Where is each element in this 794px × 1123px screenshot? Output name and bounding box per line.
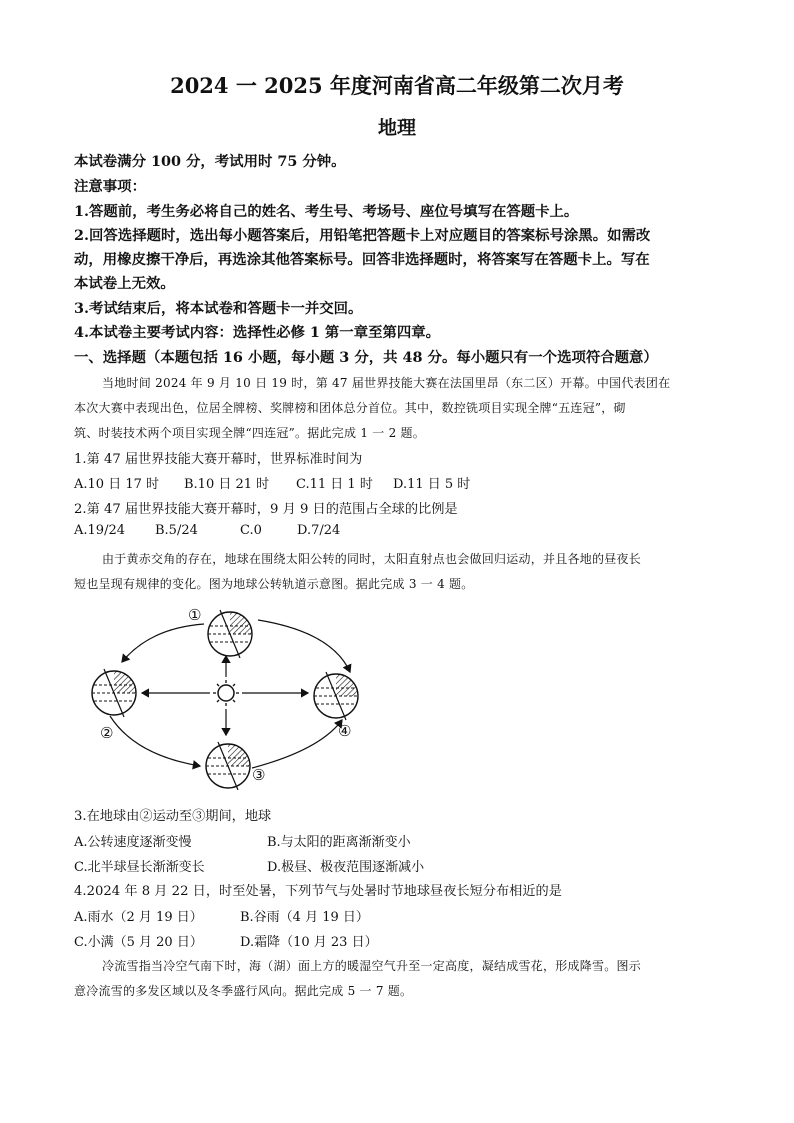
question-1-option-b: B.10 日 21 时 [184,477,270,492]
score-line: 本试卷满分 100 分，考试用时 75 分钟。 [74,153,346,170]
question-1-option-a: A.10 日 17 时 [74,477,160,492]
passage-2-line-1: 由于黄赤交角的存在，地球在围绕太阳公转的同时，太阳直射点也会做回归运动，并且各地的昼夜长 [102,552,642,566]
question-4-option-c: C.小满（5 月 20 日） [74,935,203,950]
passage-3-line-1: 冷流雪指当冷空气南下时，海（湖）面上方的暖湿空气升至一定高度，凝结成雪花，形成降雪。图示 [102,959,642,973]
question-2-option-d: D.7/24 [297,523,341,538]
question-4-stem: 4.2024 年 8 月 22 日，时至处暑，下列节气与处暑时节地球昼夜长短分布相近的是 [74,884,562,899]
question-2-option-c: C.0 [240,523,262,538]
label-position-3: ③ [252,766,266,784]
earth-position-2 [92,669,136,717]
question-4-option-d: D.霜降（10 月 23 日） [240,935,378,950]
question-2-option-a: A.19/24 [74,523,125,538]
question-2-option-b: B.5/24 [155,523,198,538]
question-3-stem: 3.在地球由②运动至③期间，地球 [74,809,272,824]
question-4-option-b: B.谷雨（4 月 19 日） [240,910,369,925]
label-position-4: ④ [338,722,352,740]
notice-item-3: 3.考试结束后，将本试卷和答题卡一并交回。 [74,300,363,317]
notice-item-1: 1.答题前，考生务必将自己的姓名、考生号、考场号、座位号填写在答题卡上。 [74,203,579,220]
question-3-option-d: D.极昼、极夜范围逐渐减小 [267,860,425,875]
passage-1-line-1: 当地时间 2024 年 9 月 10 日 19 时，第 47 届世界技能大赛在法国里昂（东二区）开幕。中国代表团在 [102,376,671,390]
notice-item-2-line-2: 动，用橡皮擦干净后，再选涂其他答案标号。回答非选择题时，将答案写在答题卡上。写在 [74,251,650,268]
subject-title: 地理 [377,117,416,139]
question-3-option-a: A.公转速度逐渐变慢 [74,835,192,850]
earth-position-4 [314,672,358,720]
notice-item-4: 4.本试卷主要考试内容：选择性必修 1 第一章至第四章。 [74,324,441,341]
label-position-1: ① [188,606,202,624]
notice-heading: 注意事项： [74,178,146,195]
passage-1-line-2: 本次大赛中表现出色，位居全牌榜、奖牌榜和团体总分首位。其中，数控铣项目实现全牌“五连冠”，砌 [74,401,626,415]
passage-3-line-2: 意冷流雪的多发区域以及冬季盛行风向。据此完成 5 一 7 题。 [74,984,413,998]
earth-position-1 [208,610,252,658]
earth-orbit-diagram [80,600,380,790]
question-2-stem: 2.第 47 届世界技能大赛开幕时，9 月 9 日的范围占全球的比例是 [74,502,458,517]
question-1-option-c: C.11 日 1 时 [296,477,373,492]
question-3-option-b: B.与太阳的距离渐渐变小 [267,835,411,850]
question-1-option-d: D.11 日 5 时 [393,477,471,492]
label-position-2: ② [100,724,114,742]
section-heading: 一、选择题（本题包括 16 小题，每小题 3 分，共 48 分。每小题只有一个选项符合题意） [74,349,658,366]
earth-position-3 [206,742,250,790]
exam-title: 2024 一 2025 年度河南省高二年级第二次月考 [170,73,624,98]
passage-2-line-2: 短也呈现有规律的变化。图为地球公转轨道示意图。据此完成 3 一 4 题。 [74,577,474,591]
passage-1-line-3: 筑、时装技术两个项目实现全牌“四连冠”。据此完成 1 一 2 题。 [74,426,426,440]
question-4-option-a: A.雨水（2 月 19 日） [74,910,203,925]
notice-item-2-line-3: 本试卷上无效。 [74,275,175,292]
question-3-option-c: C.北半球昼长渐渐变长 [74,860,205,875]
notice-item-2-line-1: 2.回答选择题时，选出每小题答案后，用铅笔把答题卡上对应题目的答案标号涂黑。如需改 [74,227,651,244]
sun-icon [213,680,239,706]
question-1-stem: 1.第 47 届世界技能大赛开幕时，世界标准时间为 [74,452,363,467]
